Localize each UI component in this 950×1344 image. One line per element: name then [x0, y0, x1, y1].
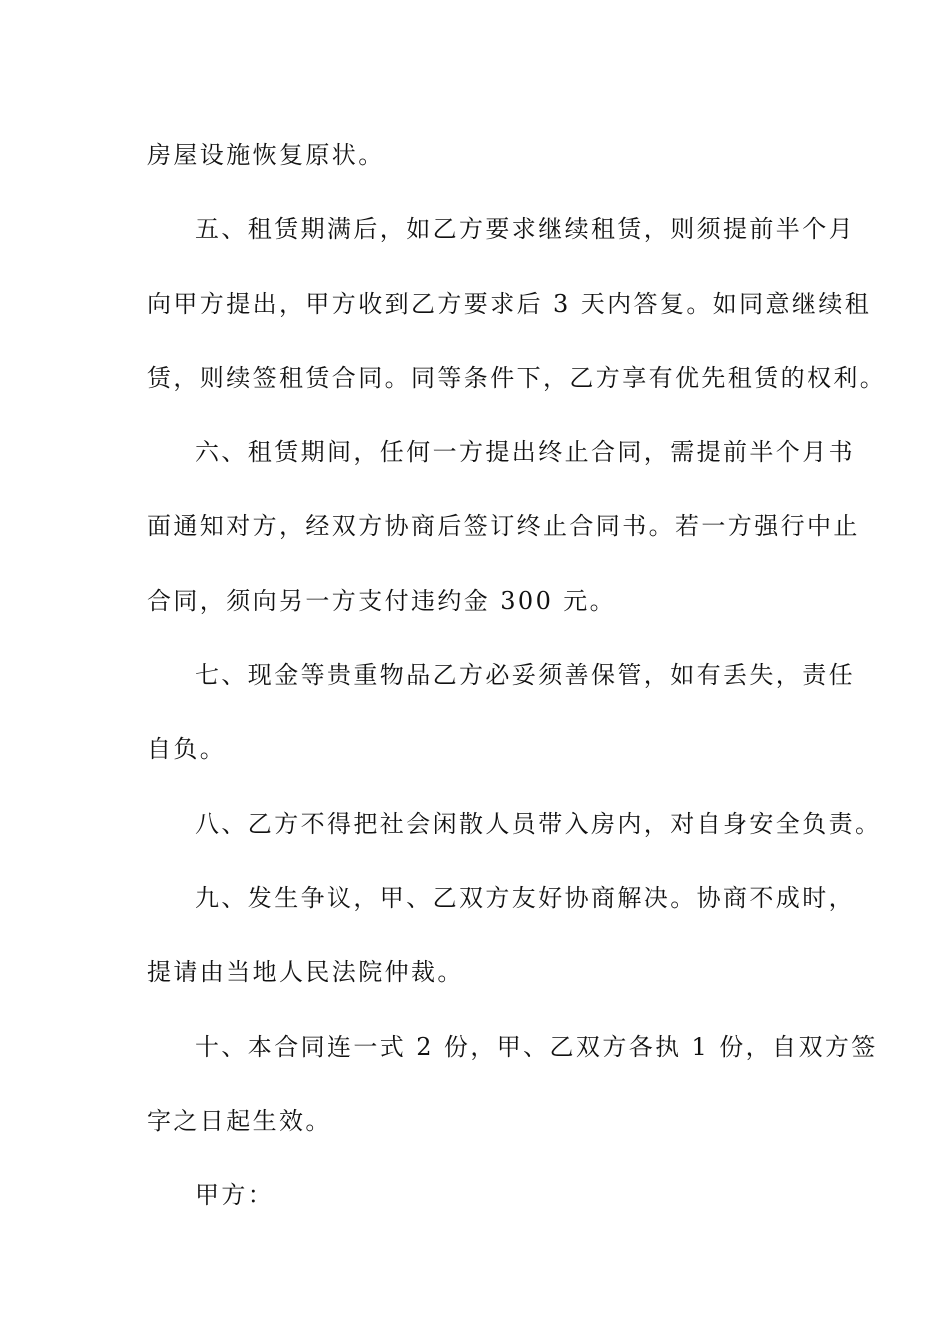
contract-text-body	[147, 132, 887, 1246]
text-line: 房屋设施恢复原状。	[147, 141, 385, 169]
party-a-signature-label: 甲方：	[195, 1181, 275, 1210]
clause-nine-line-1: 九、发生争议，甲、乙双方友好协商解决。协商不成时，	[195, 883, 855, 912]
clause-ten-line-2: 字之日起生效。	[147, 1106, 332, 1135]
clause-six-line-2: 面通知对方，经双方协商后签订终止合同书。若一方强行中止	[147, 512, 860, 541]
clause-six-line-3: 合同，须向另一方支付违约金 300 元。	[147, 586, 617, 615]
clause-seven-line-1: 七、现金等贵重物品乙方必妥须善保管，如有丢失，责任	[195, 661, 855, 690]
clause-eight-line-1: 八、乙方不得把社会闲散人员带入房内，对自身安全负责。	[195, 809, 882, 838]
clause-five-line-2: 向甲方提出，甲方收到乙方要求后 3 天内答复。如同意继续租	[147, 289, 872, 318]
clause-five-line-1: 五、租赁期满后，如乙方要求继续租赁，则须提前半个月	[195, 215, 855, 244]
clause-seven-line-2: 自负。	[147, 735, 227, 764]
clause-ten-line-1: 十、本合同连一式 2 份，甲、乙双方各执 1 份，自双方签	[195, 1032, 878, 1061]
clause-six-line-1: 六、租赁期间，任何一方提出终止合同，需提前半个月书	[195, 438, 855, 467]
clause-five-line-3: 赁，则续签租赁合同。同等条件下，乙方享有优先租赁的权利。	[147, 363, 887, 392]
clause-nine-line-2: 提请由当地人民法院仲裁。	[147, 958, 464, 987]
